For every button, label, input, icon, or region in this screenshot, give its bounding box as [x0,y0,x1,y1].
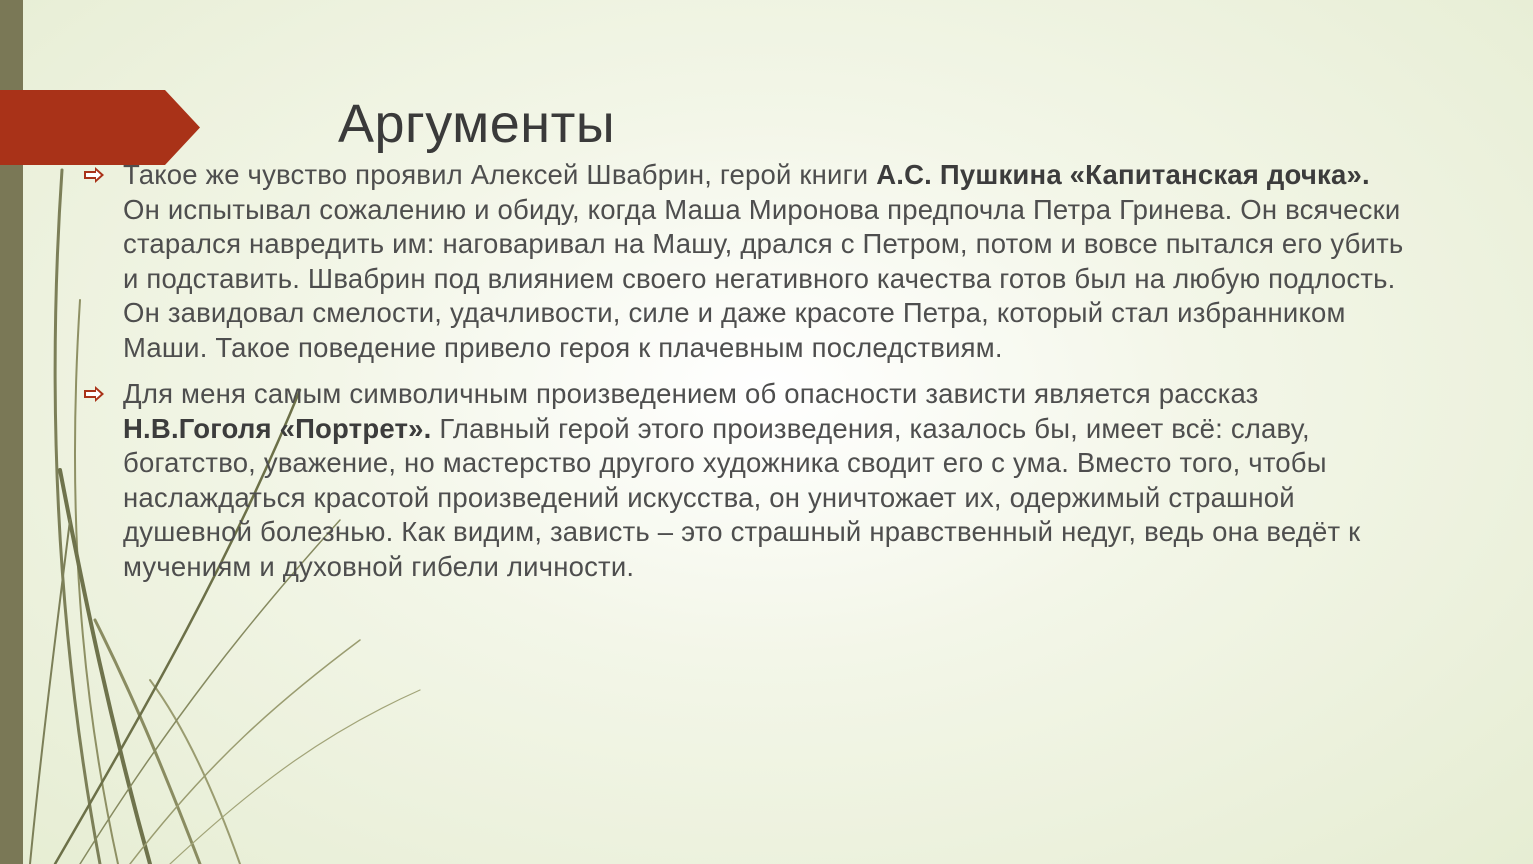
bullet-text-part: Главный герой этого произведения, казалось бы, имеет всё: славу, богатство, уважение, но мастерство другого художника сводит его с ума. Вместо того, чтобы наслаждаться красотой произведений искусства, он уничтожает их, одержимый страшной душевной болезнью. Как видим, зависть – это страшный нравственный недуг, ведь она ведёт к мучениям и духовной гибели личности. [123,412,1361,582]
bullet-item [84,158,1409,365]
bullet-text-part: Для меня самым символичным произведением об опасности зависти является рассказ [123,378,1259,409]
bullet-item [84,377,1409,584]
content-bullet-list [84,158,1409,596]
bullet-text [123,158,1409,365]
bullet-text [123,377,1409,584]
bullet-bold-reference: А.С. Пушкина «Капитанская дочка». [876,159,1370,190]
bullet-text-part: Он испытывал сожалению и обиду, когда Маша Миронова предпочла Петра Гринева. Он всячески старался навредить им: наговаривал на Машу, дрался с Петром, потом и вовсе пытался его убить и подставить. Швабрин под влиянием своего негативного качества готов был на любую подлость. Он завидовал смелости, удачливости, силе и даже красоте Петра, который стал избранником Маши. Такое поведение привело героя к плачевным последствиям. [123,193,1404,363]
bullet-bold-reference: Н.В.Гоголя «Портрет». [123,412,432,444]
arrow-bullet-icon [84,386,104,402]
title-accent-arrow [0,90,200,165]
slide-title: Аргументы [338,94,616,154]
bullet-text-part: Такое же чувство проявил Алексей Швабрин, герой книги [123,159,877,190]
arrow-bullet-icon [84,167,104,183]
